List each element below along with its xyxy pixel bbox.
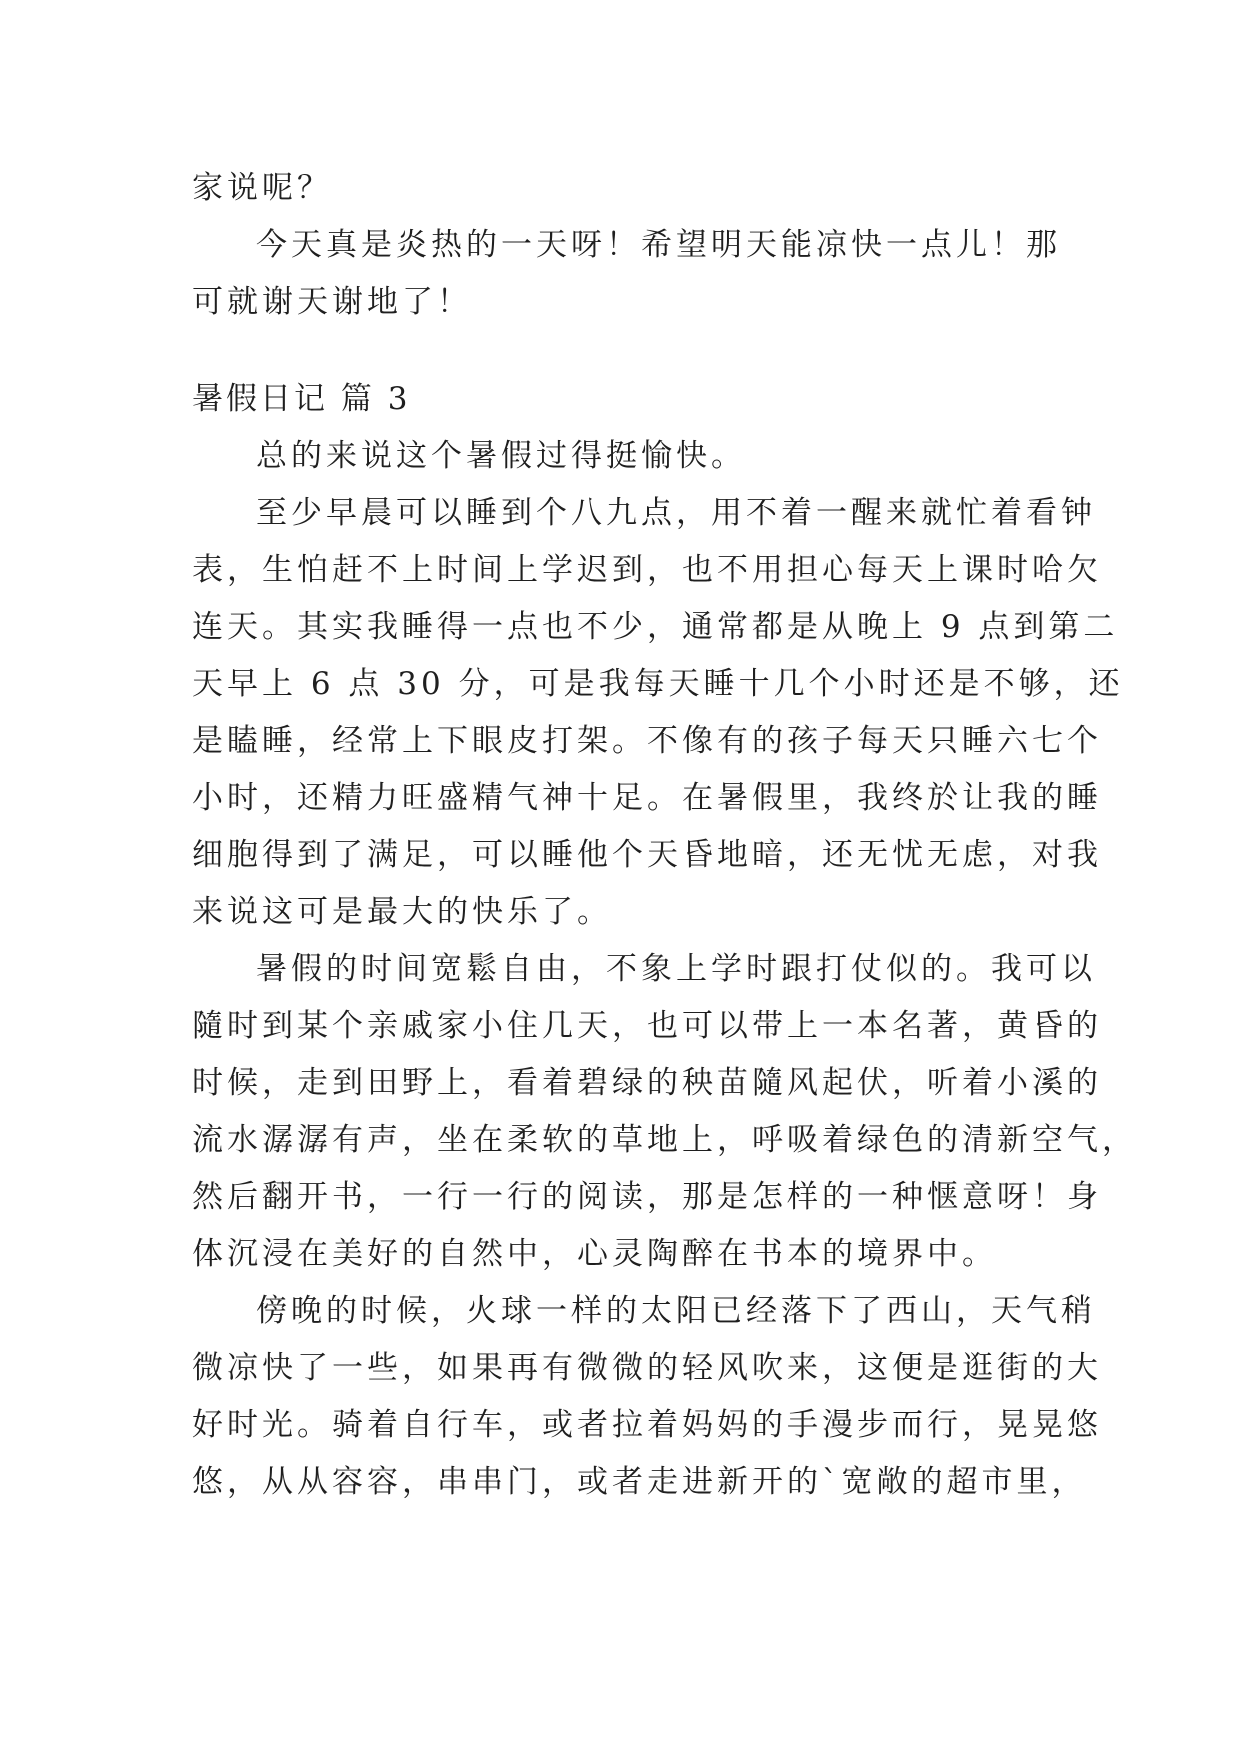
text-line: 天早上 6 点 30 分，可是我每天睡十几个小时还是不够，还 bbox=[192, 666, 1124, 702]
text-line: 然后翻开书，一行一行的阅读，那是怎样的一种惬意呀！身 bbox=[192, 1179, 1102, 1215]
text-line: 连天。其实我睡得一点也不少，通常都是从晚上 9 点到第二 bbox=[192, 609, 1119, 645]
text-line: 悠，从从容容，串串门，或者走进新开的`宽敞的超市里， bbox=[192, 1464, 1087, 1500]
text-line: 好时光。骑着自行车，或者拉着妈妈的手漫步而行，晃晃悠 bbox=[192, 1407, 1102, 1443]
paragraph-3 bbox=[192, 941, 1137, 1283]
text-line: 可就谢天谢地了！ bbox=[192, 284, 472, 320]
text-line: 傍晚的时候，火球一样的太阳已经落下了西山，天气稍 bbox=[256, 1293, 1096, 1329]
text-line: 今天真是炎热的一天呀！希望明天能凉快一点儿！那 bbox=[256, 227, 1061, 263]
text-line: 表，生怕赶不上时间上学迟到，也不用担心每天上课时哈欠 bbox=[192, 552, 1102, 588]
paragraph-4 bbox=[192, 1283, 1102, 1511]
paragraph-2 bbox=[192, 485, 1124, 941]
document-body bbox=[192, 160, 1137, 1511]
text-line: 时候，走到田野上，看着碧绿的秧苗隨风起伏，听着小溪的 bbox=[192, 1065, 1102, 1101]
text-line: 流水潺潺有声，坐在柔软的草地上，呼吸着绿色的清新空气， bbox=[192, 1122, 1137, 1158]
text-line: 是瞌睡，经常上下眼皮打架。不像有的孩子每天只睡六七个 bbox=[192, 723, 1102, 759]
section-heading: 暑假日记 篇 3 bbox=[192, 381, 411, 417]
text-line: 至少早晨可以睡到个八九点，用不着一醒来就忙着看钟 bbox=[256, 495, 1096, 531]
text-line: 小时，还精力旺盛精气神十足。在暑假里，我终於让我的睡 bbox=[192, 780, 1102, 816]
text-line: 家说呢？ bbox=[192, 170, 332, 206]
text-line: 隨时到某个亲戚家小住几天，也可以带上一本名著，黄昏的 bbox=[192, 1008, 1102, 1044]
text-line: 细胞得到了满足，可以睡他个天昏地暗，还无忧无虑，对我 bbox=[192, 837, 1102, 873]
text-line: 来说这可是最大的快乐了。 bbox=[192, 894, 612, 930]
paragraph-1 bbox=[192, 428, 1062, 485]
text-line: 微凉快了一些，如果再有微微的轻风吹来，这便是逛街的大 bbox=[192, 1350, 1102, 1386]
section-gap bbox=[192, 331, 1062, 371]
text-line: 总的来说这个暑假过得挺愉快。 bbox=[256, 438, 746, 474]
text-line: 暑假的时间宽鬆自由，不象上学时跟打仗似的。我可以 bbox=[256, 951, 1096, 987]
text-line: 体沉浸在美好的自然中，心灵陶醉在书本的境界中。 bbox=[192, 1236, 997, 1272]
